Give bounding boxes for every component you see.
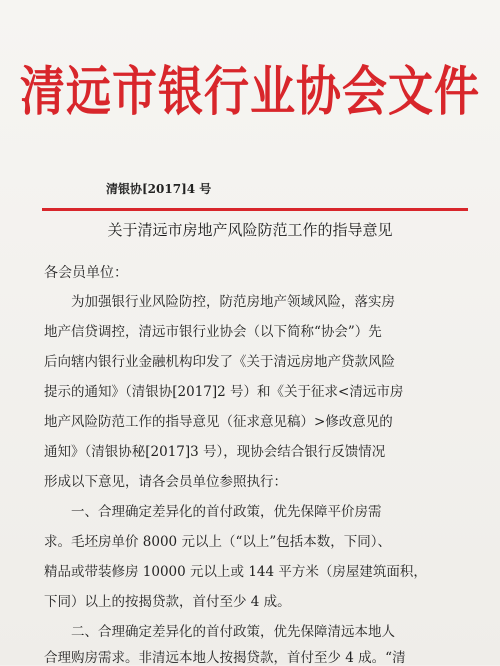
body-line-8: 一、合理确定差异化的首付政策，优先保障平价房需 [71, 504, 382, 520]
body-line-9: 求。毛坯房单价 8000 元以上（“以上”包括本数，下同）、 [44, 534, 391, 550]
body-line-13: 合理购房需求。非清远本地人按揭贷款，首付至少 4 成。“清 [44, 650, 406, 666]
body-line-5: 地产风险防范工作的指导意见（征求意见稿）>修改意见的 [44, 414, 393, 430]
document-subject: 关于清远市房地产风险防范工作的指导意见 [107, 221, 393, 239]
body-line-11: 下同）以上的按揭贷款，首付至少 4 成。 [44, 594, 291, 610]
body-line-7: 形成以下意见，请各会员单位参照执行： [44, 474, 287, 490]
body-line-3: 后向辖内银行业金融机构印发了《关于清远房地产贷款风险 [44, 354, 395, 370]
body-line-1: 为加强银行业风险防控，防范房地产领域风险，落实房 [71, 294, 395, 310]
letterhead-title: 清远市银行业协会文件 [19, 59, 480, 123]
salutation: 各会员单位： [44, 265, 128, 281]
red-divider-line [42, 208, 468, 211]
document-number: 清银协[2017]4 号 [106, 182, 212, 196]
body-line-12: 二、合理确定差异化的首付政策，优先保障清远本地人 [71, 624, 395, 640]
body-line-4: 提示的通知》（清银协[2017]2 号）和《关于征求<清远市房 [44, 384, 404, 400]
body-line-2: 地产信贷调控，清远市银行业协会（以下简称“协会”）先 [44, 324, 382, 340]
body-line-6: 通知》（清银协秘[2017]3 号），现协会结合银行反馈情况 [44, 444, 386, 460]
body-line-10: 精品或带装修房 10000 元以上或 144 平方米（房屋建筑面积， [44, 564, 427, 580]
